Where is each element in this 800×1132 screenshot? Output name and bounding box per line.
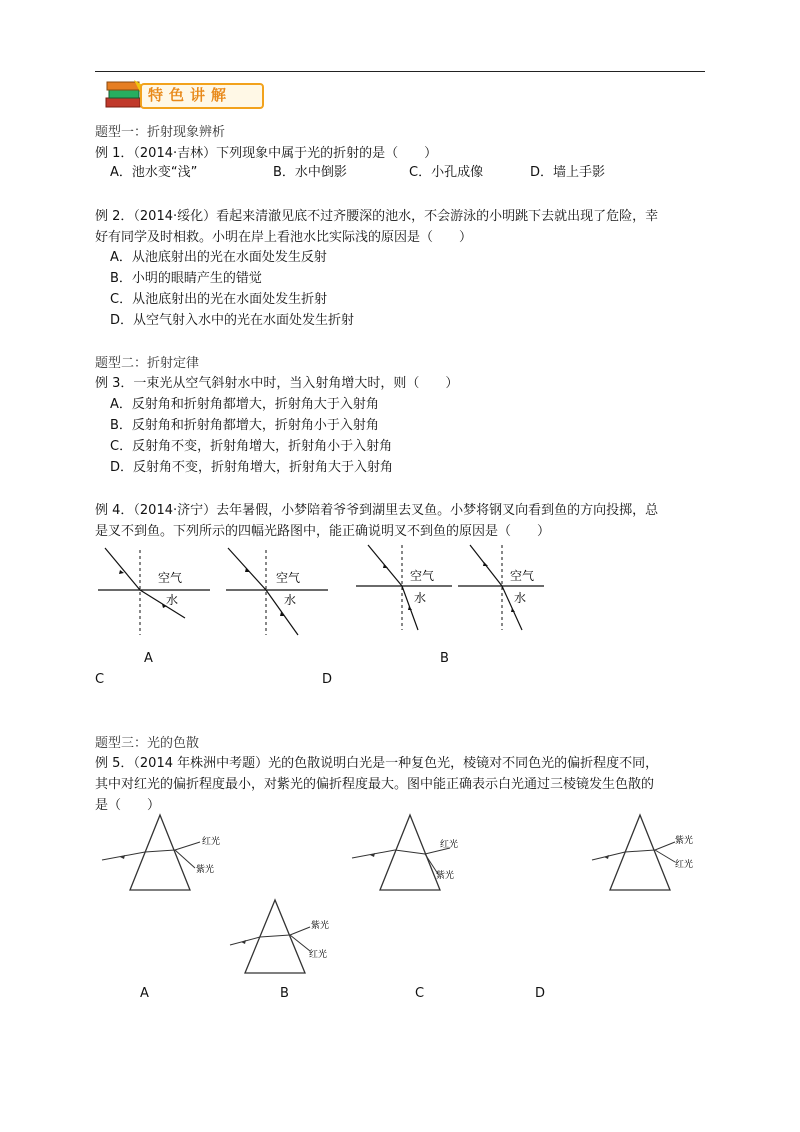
ex4-label-d: D (322, 672, 333, 687)
prism1-red-label: 红光 (202, 837, 221, 847)
refraction-diagram-4 (458, 545, 544, 630)
prism-diagrams (0, 805, 800, 980)
ex3-stem: 例 3．一束光从空气斜射水中时，当入射角增大时，则（ ） (95, 376, 459, 391)
prism4-violet-label: 紫光 (311, 921, 330, 931)
diagram1-air-label: 空气 (158, 571, 183, 585)
diagram3-water-label: 水 (414, 591, 427, 605)
section3-heading: 题型三：光的色散 (95, 736, 200, 751)
ex3-option-b: B．反射角和折射角都增大，折射角小于入射角 (110, 418, 379, 433)
prism3-red-label: 红光 (675, 860, 694, 870)
ex2-option-d: D．从空气射入水中的光在水面处发生折射 (110, 313, 355, 328)
ex1-option-d: D．墙上手影 (530, 165, 606, 180)
ex5-stem-line3: 是（ ） (95, 798, 161, 813)
refraction-diagram-1 (98, 548, 210, 635)
ex4-label-c: C (95, 672, 105, 687)
prism3-violet-label: 紫光 (675, 836, 694, 846)
ex5-label-b: B (280, 986, 289, 1001)
ex4-label-a: A (144, 651, 153, 666)
prism-diagram-3 (592, 815, 693, 890)
ex2-option-c: C．从池底射出的光在水面处发生折射 (110, 292, 328, 307)
diagram1-water-label: 水 (166, 593, 179, 607)
ex1-option-c: C．小孔成像 (409, 165, 484, 180)
diagram2-air-label: 空气 (276, 571, 301, 585)
refraction-diagrams (90, 540, 550, 640)
prism4-red-label: 红光 (309, 950, 328, 960)
ex5-label-c: C (415, 986, 425, 1001)
ex3-option-a: A．反射角和折射角都增大，折射角大于入射角 (110, 397, 379, 412)
ex2-option-a: A．从池底射出的光在水面处发生反射 (110, 250, 327, 265)
badge-label: 特色讲解 (148, 86, 233, 104)
ex3-option-d: D．反射角不变，折射角增大，折射角大于入射角 (110, 460, 394, 475)
diagram4-air-label: 空气 (510, 569, 535, 583)
prism2-violet-label: 紫光 (436, 871, 455, 881)
refraction-diagram-3 (356, 545, 452, 630)
feature-badge (104, 78, 264, 110)
header-rule (95, 71, 705, 72)
ex2-stem-line1: 例 2．（2014·绥化）看起来清澈见底不过齐腰深的池水，不会游泳的小明跳下去就出现了危险，幸 (95, 209, 659, 224)
ex4-stem-line1: 例 4．（2014·济宁）去年暑假，小梦陪着爷爷到湖里去叉鱼。小梦将钢叉向看到鱼的方向投掷，总 (95, 503, 659, 518)
ex1-stem: 例 1．（2014·吉林）下列现象中属于光的折射的是（ ） (95, 146, 438, 161)
section2-heading: 题型二：折射定律 (95, 356, 200, 371)
section1-heading: 题型一：折射现象辨析 (95, 125, 226, 140)
diagram4-water-label: 水 (514, 591, 527, 605)
ex2-stem-line2: 好有同学及时相救。小明在岸上看池水比实际浅的原因是（ ） (95, 230, 473, 245)
ex5-label-a: A (140, 986, 149, 1001)
diagram2-water-label: 水 (284, 593, 297, 607)
prism2-red-label: 红光 (440, 840, 459, 850)
ex5-stem-line1: 例 5．（2014 年株洲中考题）光的色散说明白光是一种复色光，棱镜对不同色光的偏折程度不同， (95, 756, 659, 771)
prism-diagram-1 (102, 815, 220, 890)
ex3-option-c: C．反射角不变，折射角增大，折射角小于入射角 (110, 439, 393, 454)
refraction-diagram-2 (226, 548, 328, 635)
ex1-option-a: A．池水变“浅” (110, 165, 198, 180)
ex2-option-b: B．小明的眼睛产生的错觉 (110, 271, 262, 286)
prism-diagram-4 (230, 900, 329, 973)
ex4-stem-line2: 是叉不到鱼。下列所示的四幅光路图中，能正确说明叉不到鱼的原因是（ ） (95, 524, 551, 539)
ex5-stem-line2: 其中对红光的偏折程度最小，对紫光的偏折程度最大。图中能正确表示白光通过三棱镜发生色散的 (95, 777, 655, 792)
prism1-violet-label: 紫光 (196, 865, 215, 875)
ex5-label-d: D (535, 986, 546, 1001)
diagram3-air-label: 空气 (410, 569, 435, 583)
ex1-option-b: B．水中倒影 (273, 165, 347, 180)
prism-diagram-2 (352, 815, 458, 890)
ex4-label-b: B (440, 651, 449, 666)
